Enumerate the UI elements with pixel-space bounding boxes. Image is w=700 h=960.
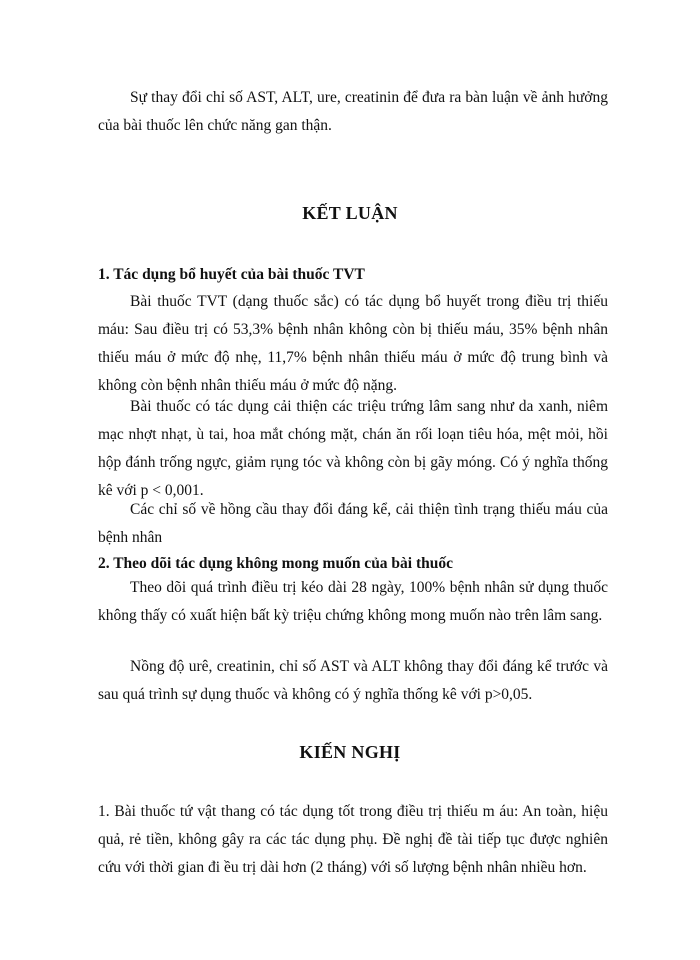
section1-paragraph-3: Các chỉ số về hồng cầu thay đổi đáng kể, cải thiện tình trạng thiếu máu của bệnh nhân bbox=[98, 501, 608, 546]
section1-paragraph-1: Bài thuốc TVT (dạng thuốc sắc) có tác dụng bổ huyết trong điều trị thiếu máu: Sau điều trị có 53,3% bệnh nhân không còn bị thiếu máu, 35% bệnh nhân thiếu máu ở mức độ nhẹ, 11,7% bệnh nhân thiếu máu ở mức độ trung bình và không còn bệnh nhân thiếu máu ở mức độ nặng. bbox=[98, 293, 608, 394]
intro-paragraph: Sự thay đổi chỉ số AST, ALT, ure, creatinin để đưa ra bàn luận về ảnh hưởng của bài thuốc lên chức năng gan thận. bbox=[98, 89, 608, 134]
section2-heading: 2. Theo dõi tác dụng không mong muốn của bài thuốc bbox=[98, 555, 454, 572]
conclusion-title: KẾT LUẬN bbox=[302, 203, 398, 223]
recommendation-title: KIẾN NGHỊ bbox=[299, 742, 401, 762]
recommendation-paragraph: 1. Bài thuốc tứ vật thang có tác dụng tốt trong điều trị thiếu m áu: An toàn, hiệu quả, rẻ tiền, không gây ra các tác dụng phụ. Đề nghị đề tài tiếp tục được nghiên cứu với thời gian đi ều trị dài hơn (2 tháng) với số lượng bệnh nhân nhiều hơn. bbox=[98, 803, 608, 876]
section2-paragraph-1: Theo dõi quá trình điều trị kéo dài 28 ngày, 100% bệnh nhân sử dụng thuốc không thấy có xuất hiện bất kỳ triệu chứng không mong muốn nào trên lâm sang. bbox=[98, 579, 608, 624]
section2-paragraph-2: Nồng độ urê, creatinin, chỉ số AST và ALT không thay đổi đáng kể trước và sau quá trình sự dụng thuốc và không có ý nghĩa thống kê với p>0,05. bbox=[98, 658, 608, 703]
section1-paragraph-2: Bài thuốc có tác dụng cải thiện các triệu trứng lâm sang như da xanh, niêm mạc nhợt nhạt, ù tai, hoa mắt chóng mặt, chán ăn rối loạn tiêu hóa, mệt mỏi, hồi hộp đánh trống ngực, giảm rụng tóc và không còn bị gãy móng. Có ý nghĩa thống kê với p < 0,001. bbox=[98, 398, 608, 499]
section1-heading: 1. Tác dụng bổ huyết của bài thuốc TVT bbox=[98, 266, 365, 283]
